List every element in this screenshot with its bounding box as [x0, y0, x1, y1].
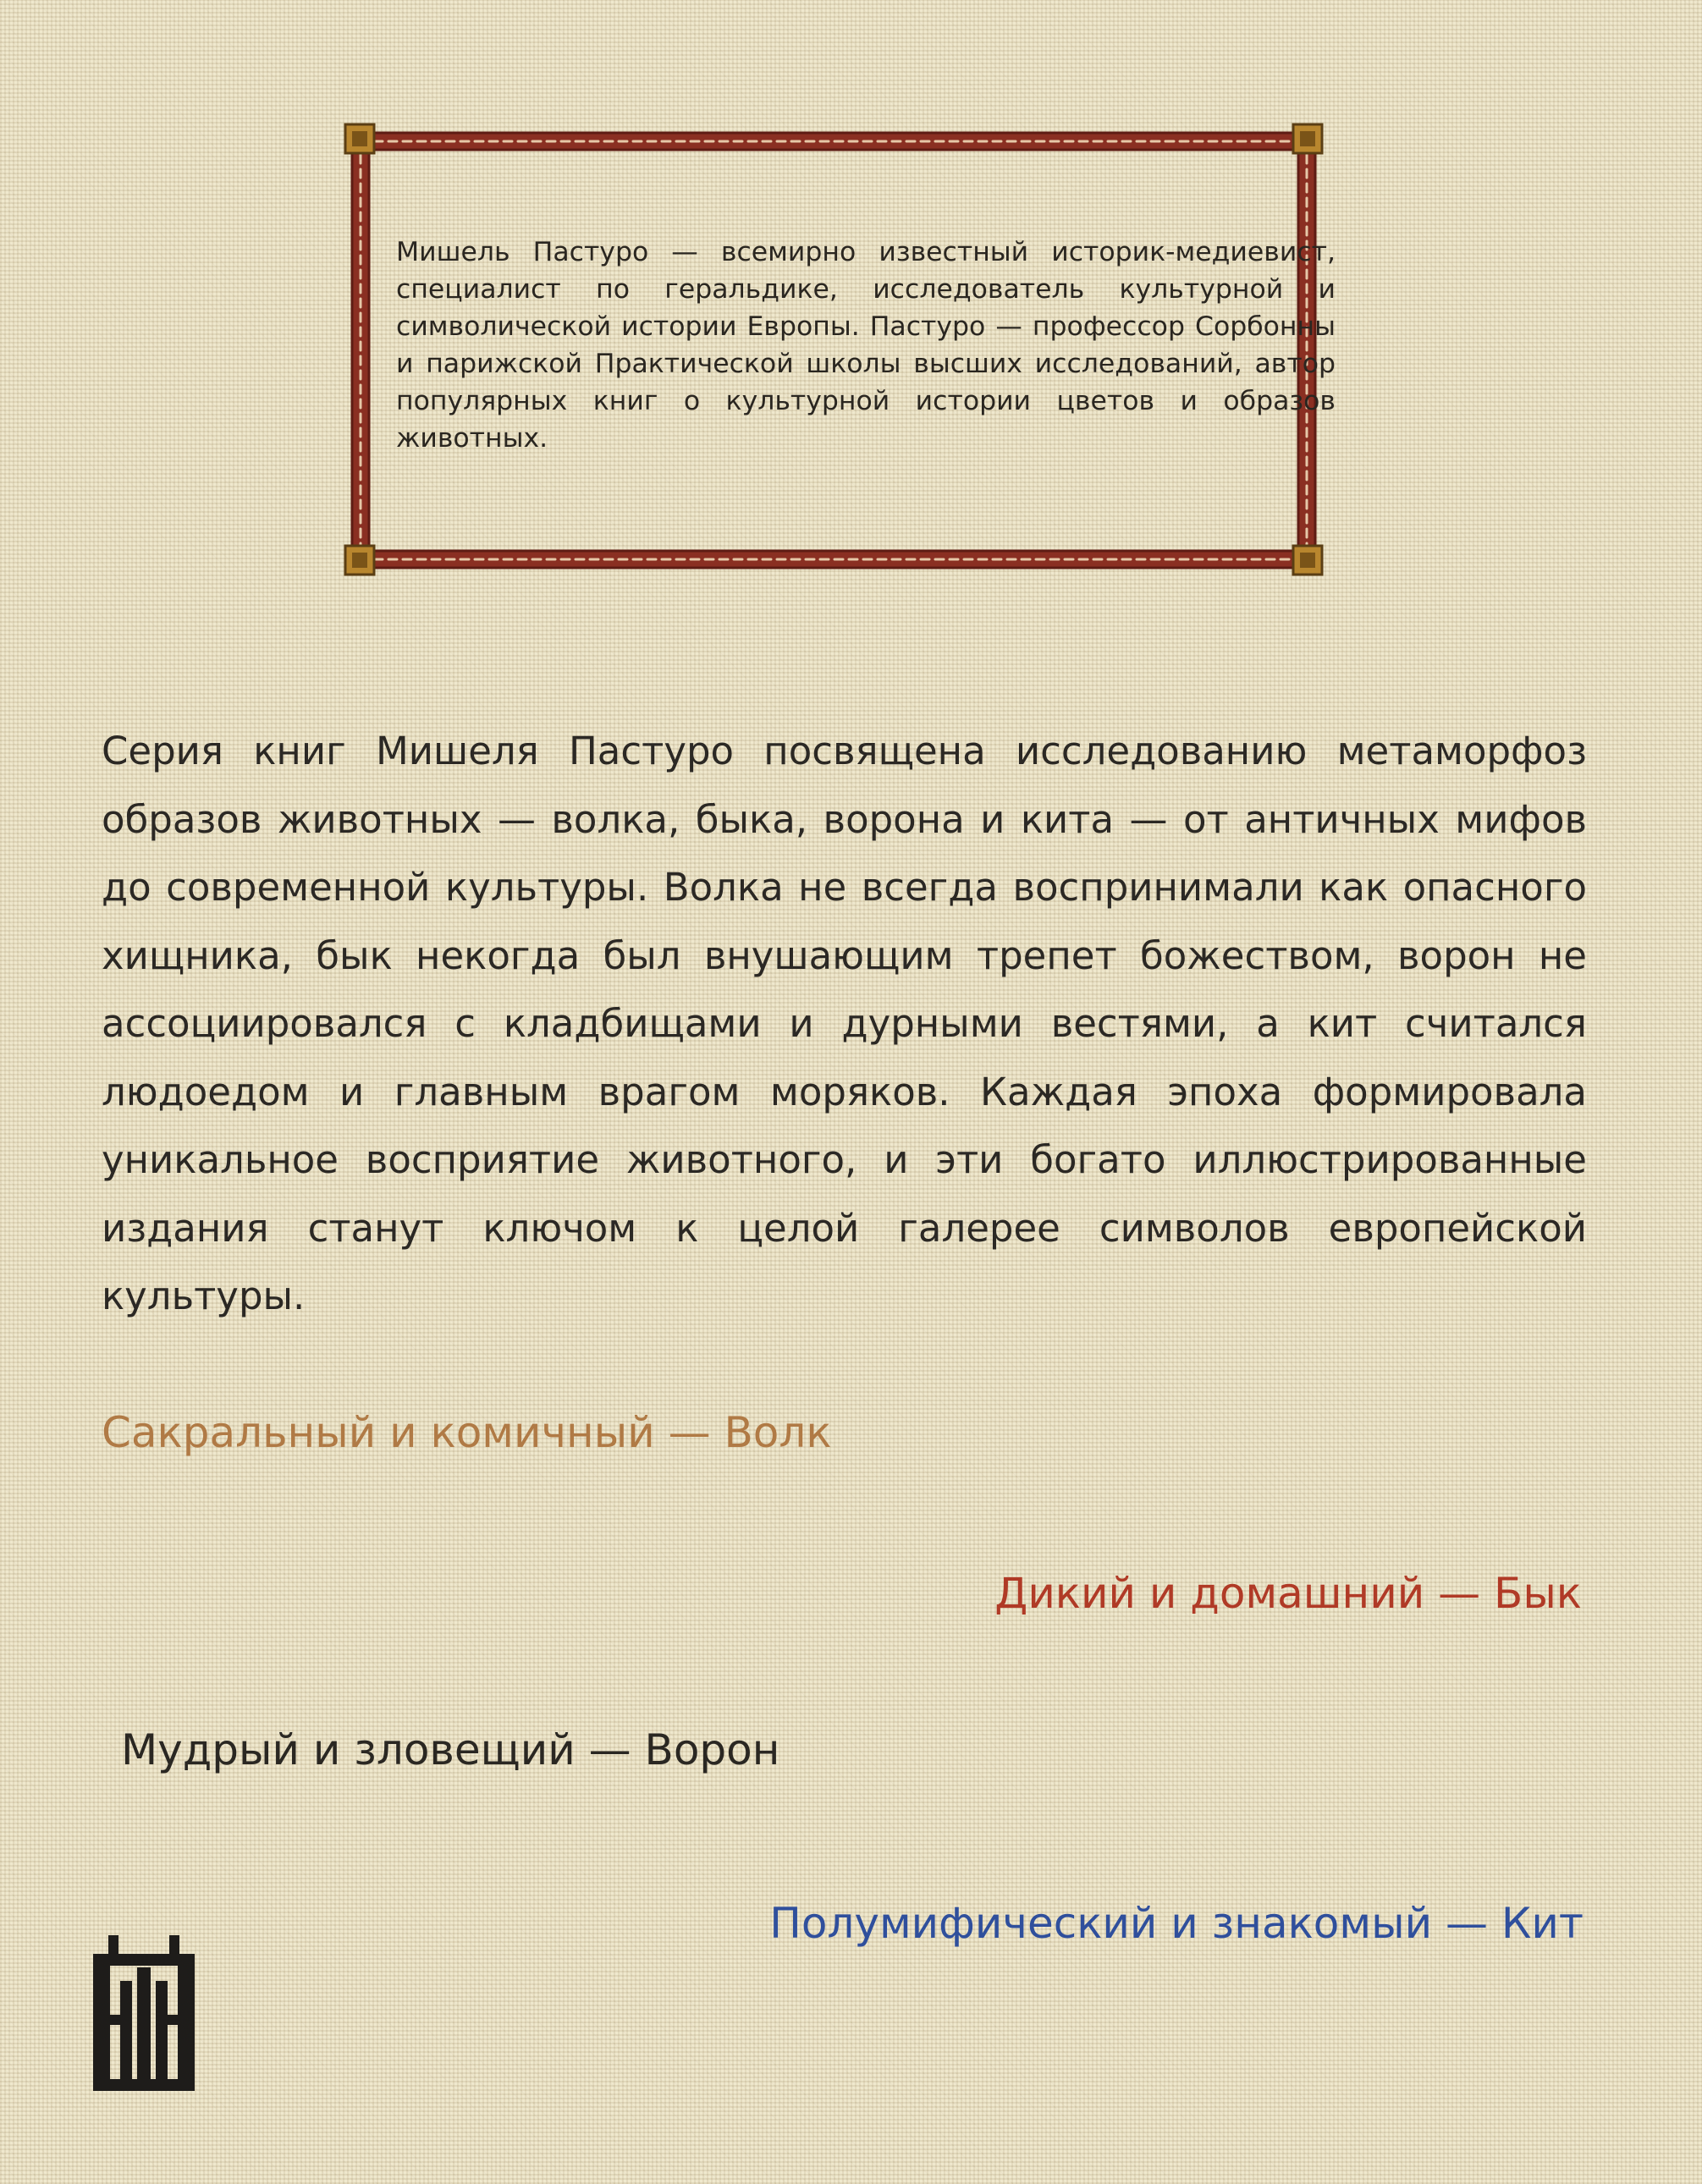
- corner-rivet-inner-tr: [1300, 131, 1315, 146]
- logo-bar-right: [178, 1964, 195, 2091]
- corner-rivet-inner-bl: [352, 553, 367, 568]
- logo-bar-left: [93, 1964, 110, 2091]
- logo-inner-right: [156, 1981, 168, 2091]
- series-title-wolf: Сакральный и комичный — Волк: [102, 1408, 832, 1457]
- logo-mid-right: [166, 2015, 178, 2025]
- logo-peak-right: [169, 1935, 179, 1956]
- logo-top-bar: [93, 1954, 195, 1966]
- corner-rivet-inner-tl: [352, 131, 367, 146]
- corner-rivet-inner-br: [1300, 553, 1315, 568]
- author-bio: Мишель Пастуро — всемирно известный историк-медиевист, специалист по геральдике, исследователь культурной и символической истории Европы. Пастуро — профессор Сорбонны и парижской Практической школы высших исследований, автор популярных книг о культурной истории цветов и образов животных.: [396, 237, 1336, 454]
- series-description: Серия книг Мишеля Пастуро посвящена исследованию метаморфоз образов животных — волка, быка, ворона и кита — от античных мифов до современной культуры. Волка не всегда воспринимали как опасного хищника, бык некогда был внушающим трепет божеством, ворон не ассоциировался с кладбищами и дурными вестями, а кит считался людоедом и главным врагом моряков. Каждая эпоха формировала уникальное восприятие животного, и эти богато иллюстрированные издания станут ключом к целой галерее символов европейской культуры.: [102, 729, 1587, 1318]
- series-title-whale: Полумифический и знакомый — Кит: [769, 1899, 1584, 1948]
- series-title-bull: Дикий и домашний — Бык: [994, 1569, 1582, 1618]
- logo-inner-left: [120, 1981, 132, 2091]
- logo-center: [137, 1967, 151, 2091]
- logo-peak-left: [108, 1935, 118, 1956]
- logo-base: [93, 2079, 195, 2091]
- publisher-logo-icon: [91, 1930, 196, 2093]
- series-title-raven: Мудрый и зловещий — Ворон: [121, 1725, 780, 1774]
- logo-mid-left: [110, 2015, 122, 2025]
